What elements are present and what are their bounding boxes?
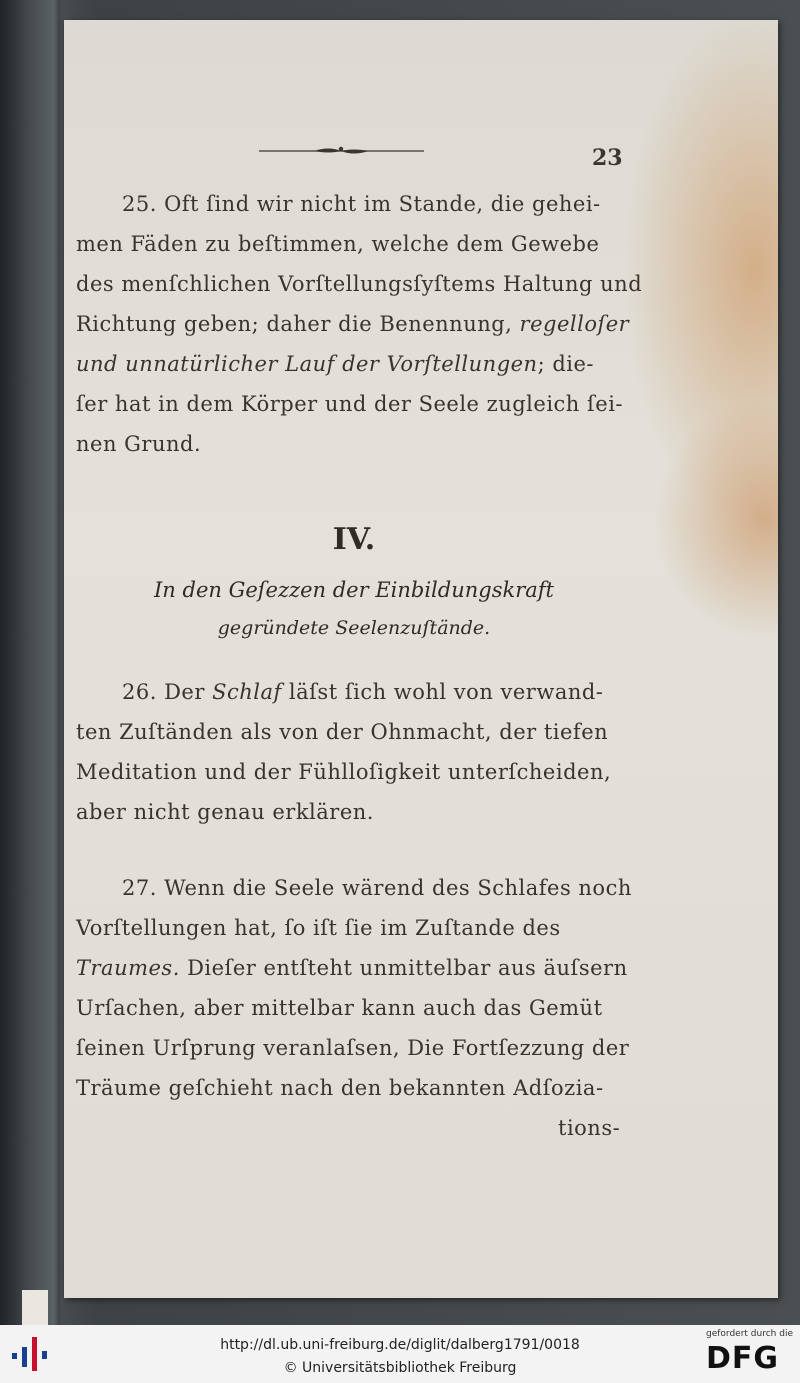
text-line: Meditation und der Fühlloſigkeit unterſcheiden, <box>76 760 612 784</box>
text-line: ſer hat in dem Körper und der Seele zugleich ſei- <box>76 392 624 416</box>
section-numeral: IV. <box>332 522 376 557</box>
ornament-rule <box>259 145 424 157</box>
text-line <box>76 956 628 980</box>
section-title-line-2: gegründete Seelenzuſtände. <box>217 617 491 639</box>
text-run: läſst ſich wohl von verwand- <box>281 680 604 704</box>
italic-run: regelloſer <box>519 312 630 336</box>
text-line: ſeinen Urſprung veranlaſsen, Die Fortſezzung der <box>76 1036 630 1060</box>
text-line <box>122 680 603 704</box>
dfg-logo[interactable]: DFG <box>706 1341 780 1376</box>
text-line: nen Grund. <box>76 432 202 456</box>
footer-bar <box>0 1325 800 1383</box>
text-line: ten Zuſtänden als von der Ohnmacht, der tiefen <box>76 720 609 744</box>
italic-run: und unnatürlicher Lauf der Vorſtellungen <box>76 352 538 376</box>
text-line <box>76 352 594 376</box>
text-run: Richtung geben; daher die Benennung, <box>76 312 520 336</box>
sponsor-caption: gefordert durch die <box>706 1329 793 1339</box>
text-line: aber nicht genau erklären. <box>76 800 374 824</box>
book-page <box>64 20 778 1298</box>
text-run: Dieſer entſteht unmittelbar aus äuſsern <box>179 956 628 980</box>
copyright-notice: © Universitätsbibliothek Freiburg <box>283 1360 517 1376</box>
source-url-link[interactable]: http://dl.ub.uni-freiburg.de/diglit/dalberg1791/0018 <box>220 1337 580 1353</box>
text-line: Träume geſchieht nach den bekannten Adſozia- <box>76 1076 604 1100</box>
italic-run: Traumes. <box>76 956 180 980</box>
text-line: Vorſtellungen hat, ſo iſt ſie im Zuſtande des <box>76 916 561 940</box>
text-run: ; die- <box>537 352 595 376</box>
page-number: 23 <box>592 145 623 171</box>
text-run: 26. Der <box>122 680 213 704</box>
text-line: 27. Wenn die Seele wärend des Schlafes noch <box>122 876 632 900</box>
book-binding <box>0 0 60 1325</box>
italic-run: Schlaf <box>212 680 282 704</box>
text-line <box>76 312 629 336</box>
text-line: Urſachen, aber mittelbar kann auch das Gemüt <box>76 996 603 1020</box>
section-title-line-1: In den Geſezzen der Einbildungskraft <box>154 578 554 602</box>
text-line: men Fäden zu beſtimmen, welche dem Gewebe <box>76 232 600 256</box>
text-line: des menſchlichen Vorſtellungsſyſtems Haltung und <box>76 272 643 296</box>
text-line: 25. Oft ſind wir nicht im Stande, die gehei- <box>122 192 601 216</box>
catchword: tions- <box>558 1116 621 1140</box>
page-edge <box>22 1290 48 1326</box>
